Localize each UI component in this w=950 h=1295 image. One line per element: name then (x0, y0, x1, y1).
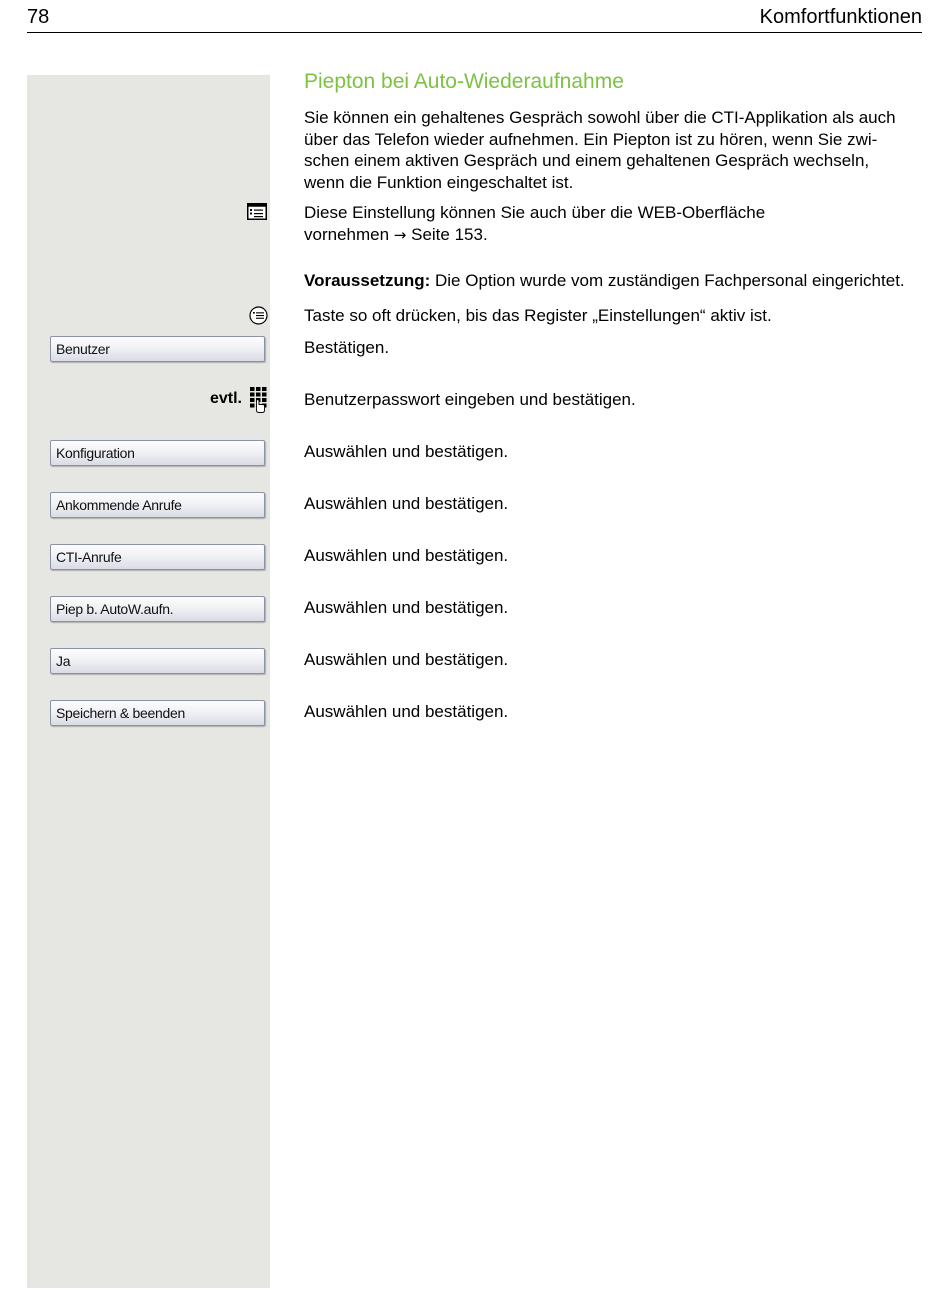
softkey-ankommende-anrufe[interactable]: Ankommende Anrufe (50, 492, 265, 518)
intro-line: schen einem aktiven Gespräch und einem gehaltenen Gespräch wechseln, (304, 151, 870, 170)
softkey-speichern-beenden[interactable]: Speichern & beenden (50, 700, 265, 726)
step-instruction: Auswählen und bestätigen. (304, 494, 509, 513)
requirement-label: Voraussetzung: (304, 271, 431, 290)
requirement-text: Die Option wurde vom zuständigen Fachpersonal eingerichtet. (430, 271, 905, 290)
web-interface-icon (247, 203, 267, 220)
intro-paragraph (304, 107, 929, 193)
keypad-icon (248, 386, 269, 413)
header-divider (27, 32, 922, 33)
step-instruction: Auswählen und bestätigen. (304, 442, 509, 461)
step-instruction: Auswählen und bestätigen. (304, 702, 509, 721)
intro-line: wenn die Funktion eingeschaltet ist. (304, 172, 574, 192)
softkey-piep-autow-aufn[interactable]: Piep b. AutoW.aufn. (50, 596, 265, 622)
arrow-right-icon: → (393, 225, 407, 244)
intro-line: Sie können ein gehaltenes Gespräch sowohl über die CTI-Applikation als auch (304, 108, 896, 127)
softkey-konfiguration[interactable]: Konfiguration (50, 440, 265, 466)
softkey-benutzer[interactable]: Benutzer (50, 336, 265, 362)
page-reference-link[interactable]: Seite 153. (411, 224, 488, 244)
sidebar-panel (27, 75, 270, 1288)
step-instruction: Taste so oft drücken, bis das Register „Einstellungen“ aktiv ist. (304, 306, 772, 325)
section-title: Piepton bei Auto-Wiederaufnahme (304, 70, 624, 93)
requirement-note (304, 270, 944, 292)
web-note-text: vornehmen (304, 224, 390, 244)
chapter-title: Komfortfunktionen (759, 6, 922, 28)
step-instruction: Auswählen und bestätigen. (304, 546, 509, 565)
intro-line: über das Telefon wieder aufnehmen. Ein Piepton ist zu hören, wenn Sie zwi- (304, 129, 878, 149)
step-instruction: Auswählen und bestätigen. (304, 598, 509, 617)
softkey-ja[interactable]: Ja (50, 648, 265, 674)
web-note-line (304, 224, 904, 247)
step-instruction: Bestätigen. (304, 338, 390, 357)
step-instruction: Auswählen und bestätigen. (304, 650, 509, 669)
softkey-cti-anrufe[interactable]: CTI-Anrufe (50, 544, 265, 570)
step-instruction: Benutzerpasswort eingeben und bestätigen. (304, 390, 636, 409)
web-note-line: Diese Einstellung können Sie auch über die WEB-Oberfläche (304, 203, 766, 222)
menu-key-icon (249, 306, 268, 325)
optional-label: evtl. (209, 390, 242, 407)
web-interface-note (304, 202, 904, 246)
page-number: 78 (27, 6, 50, 28)
